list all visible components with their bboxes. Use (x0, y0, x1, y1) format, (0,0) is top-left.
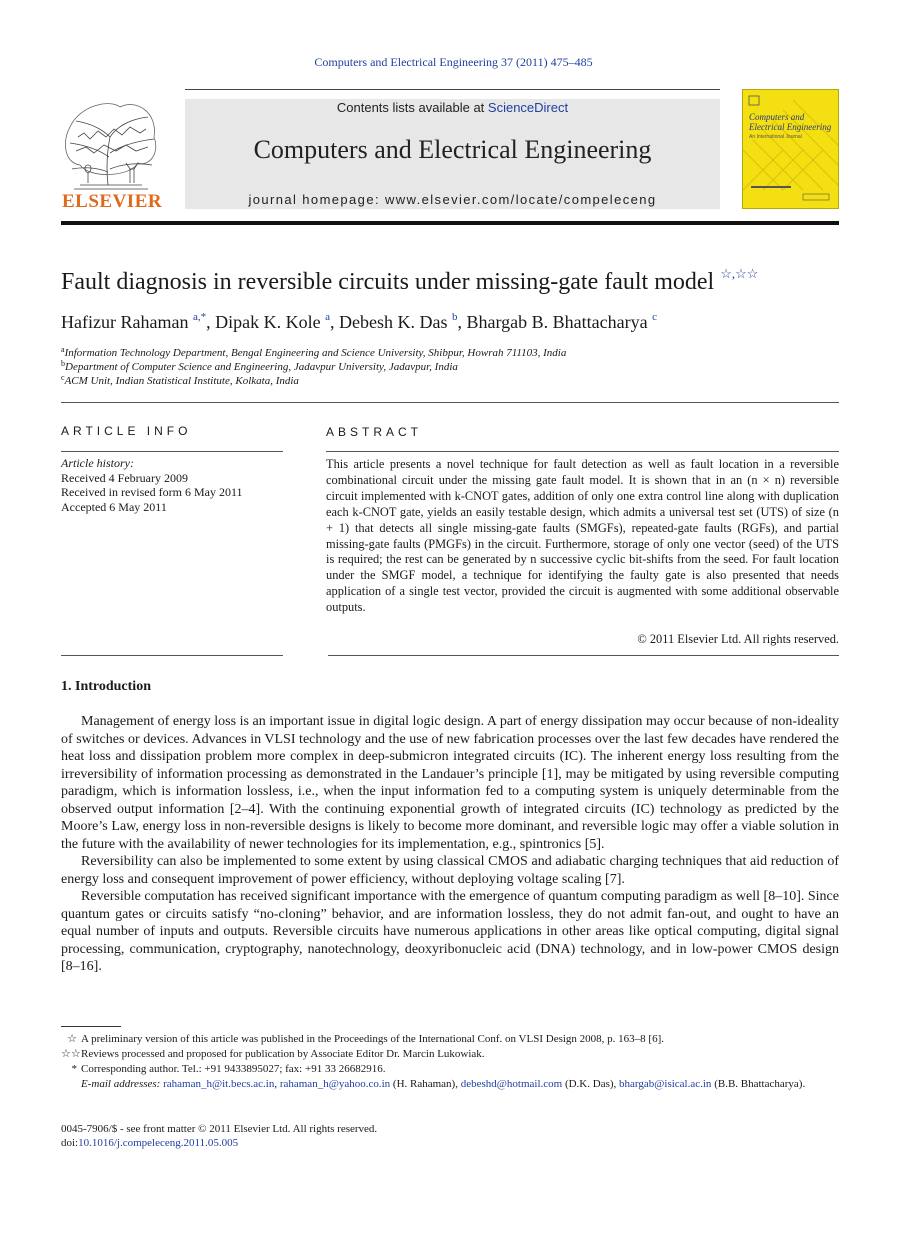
sciencedirect-link[interactable]: ScienceDirect (487, 100, 569, 115)
email-owner: (B.B. Bhattacharya). (714, 1078, 806, 1090)
header-thick-rule (61, 221, 839, 225)
section-divider (61, 402, 839, 403)
cover-pattern-icon (743, 90, 839, 209)
article-history (61, 456, 243, 514)
author-affil-mark[interactable]: a (325, 311, 330, 323)
contents-prefix: Contents lists available at (336, 100, 488, 115)
issn-line: 0045-7906/$ - see front matter © 2011 Elsevier Ltd. All rights reserved. (61, 1123, 378, 1135)
article-title (61, 266, 758, 296)
footnotes (61, 1032, 839, 1092)
email-link[interactable]: rahaman_h@yahoo.co.in (279, 1078, 391, 1090)
abstract-rule (328, 655, 839, 656)
author-name[interactable]: Dipak K. Kole (215, 312, 321, 332)
elsevier-wordmark: ELSEVIER (62, 191, 163, 212)
introduction-body (61, 713, 839, 976)
introduction-heading: 1. Introduction (61, 679, 151, 694)
affiliation (61, 345, 566, 359)
history-label: Article history: (61, 456, 134, 470)
abstract-text: This article presents a novel technique for fault detection as well as fault location in a reversible combinational circuit under the missing gate fault model. It is shown that in an (n × n) reversible circuit implemented with k-CNOT gates, addition of only one extra control line along with duplication each k-CNOT gate, yields an easily testable design, which admits a universal test set (UTS) of size (n + 1) that detects all single missing-gate faults (SMGFs), repeated-gate faults (RGFs), and partial missing-gate faults (PMGFs) in the circuit. Furthermore, storage of only one vector (seed) of the UTS is required; the rest can be generated by n successive cyclic bit-shifts from the seed. For fault location under the SMGF model, a technique for identifying the faulty gate is also presented that needs application of a single test vector, provided the circuit is augmented with some additional observable outputs. (326, 457, 839, 615)
author-affil-mark[interactable]: c (652, 311, 657, 323)
doi-link[interactable]: 10.1016/j.compeleceng.2011.05.005 (78, 1137, 239, 1149)
doi-line (61, 1136, 377, 1150)
article-info-rule (61, 655, 283, 656)
footnote-text: Corresponding author. Tel.: +91 9433895027; fax: +91 33 26682916. (81, 1063, 386, 1075)
article-info-rule (61, 451, 283, 452)
footnote-mark: ☆☆ (61, 1048, 81, 1060)
footnote-rule (61, 1026, 121, 1027)
abstract-rule (326, 451, 839, 452)
title-footnote-marks[interactable]: ☆,☆☆ (720, 266, 759, 281)
footnote-text: A preliminary version of this article was published in the Proceedings of the International Conf. on VLSI Design 2008, p. 163–8 [6]. (81, 1033, 664, 1045)
history-received: Received 4 February 2009 (61, 470, 188, 485)
author-list: Hafizur Rahaman $^{a,*}$, Dipak K. Kole $^a$, Debesh K. Das $^b$, Bhargab B. Bhattacharya $^c$ (61, 311, 657, 332)
bottom-metadata (61, 1122, 377, 1150)
history-revised: Received in revised form 6 May 2011 (61, 485, 243, 500)
article-title-text: Fault diagnosis in reversible circuits under missing-gate fault model (61, 269, 715, 295)
email-owner: (H. Rahaman), (392, 1078, 458, 1090)
affiliation-text: ACM Unit, Indian Statistical Institute, Kolkata, India (64, 375, 299, 387)
affiliation-text: Information Technology Department, Bengal Engineering and Science University, Shibpur, Howrah 711103, India (64, 347, 567, 359)
body-paragraph: Management of energy loss is an important issue in digital logic design. A part of energy dissipation may occur because of non-ideality of switches or devices. Advances in VLSI technology and the use of new fabrication processes over the last few decades have rendered the heat loss and dissipation problem more complex in deep-submicron integrated circuits (IC). The inherent energy loss resulting from the irreversibility of information processing as demonstrated in the Landauer’s principle [1], may be mitigated by using reversible computing paradigm, which is information lossless, i.e., when the input information fed to a computing system is uniquely determinable from the observed output information [2–4]. With the continuing exponential growth of integrated circuits (IC) technology as predicted by the Moore’s Law, energy loss in non-reversible designs is likely to become more dominant, and reversible logic may offer a viable solution in the future with the availability of newer technologies for its implementation, e.g., spintronics [5]. (61, 714, 839, 852)
footnote (61, 1047, 839, 1062)
abstract-copyright: © 2011 Elsevier Ltd. All rights reserved. (637, 632, 839, 646)
footnote (61, 1062, 839, 1077)
affiliation (61, 373, 299, 387)
author-name[interactable]: Debesh K. Das (338, 312, 448, 332)
journal-name: Computers and Electrical Engineering (253, 135, 652, 164)
doi-label: doi: (61, 1137, 79, 1149)
abstract-heading: ABSTRACT (326, 425, 423, 439)
journal-citation[interactable]: Computers and Electrical Engineering 37 (2011) 475–485 (314, 55, 593, 69)
author-affil-mark[interactable]: b (451, 311, 458, 323)
article-info-heading: ARTICLE INFO (61, 424, 192, 438)
email-label: E-mail addresses: (81, 1078, 161, 1090)
email-link[interactable]: debeshd@hotmail.com (460, 1078, 563, 1090)
email-owner: (D.K. Das), (564, 1078, 617, 1090)
footnote-mark: * (71, 1063, 77, 1075)
body-paragraph: Reversibility can also be implemented to some extent by using classical CMOS and adiabatic charging techniques that aid reduction of energy loss and consequent improvement of power efficiency, without deploying voltage scaling [7]. (61, 854, 839, 887)
footnote-text: Reviews processed and proposed for publication by Associate Editor Dr. Marcin Lukowiak. (81, 1048, 485, 1060)
header-rule (185, 89, 720, 90)
affiliation (61, 359, 458, 373)
footnote-mark: ☆ (67, 1033, 77, 1045)
affiliation-mark: b (61, 359, 65, 368)
footnote (61, 1032, 839, 1047)
journal-cover-thumbnail[interactable] (742, 89, 839, 209)
cover-title: Computers and Electrical Engineering (749, 112, 832, 132)
affiliation-text: Department of Computer Science and Engineering, Jadavpur University, Jadavpur, India (65, 361, 458, 373)
cover-subtitle: An International Journal (749, 134, 802, 140)
author-affil-mark[interactable]: a,* (192, 311, 207, 323)
email-link[interactable]: bhargab@isical.ac.in (619, 1078, 712, 1090)
affiliation-mark: c (61, 373, 65, 382)
contents-available-line (185, 100, 720, 115)
author-name[interactable]: Bhargab B. Bhattacharya (466, 312, 648, 332)
email-addresses: E-mail addresses: rahaman_h@it.becs.ac.in, rahaman_h@yahoo.co.in (H. Rahaman), debeshd@hotmail.com (D.K. Das), bhargab@isical.ac.in (B.B. Bhattacharya). (81, 1078, 806, 1090)
journal-homepage[interactable]: journal homepage: www.elsevier.com/locate/compeleceng (248, 192, 657, 207)
history-accepted: Accepted 6 May 2011 (61, 499, 167, 514)
email-link[interactable]: rahaman_h@it.becs.ac.in (163, 1078, 275, 1090)
body-paragraph: Reversible computation has received significant importance with the emergence of quantum computing paradigm as well [8–10]. Since quantum gates or circuits satisfy “no-cloning” behavior, and are information lossless, they do not admit fan-out, and ought to have an equal number of inputs and outputs. Reversible circuits have numerous applications in other areas like optical computing, digital signal processing, communication, cryptography, nanotechnology, deoxyribonucleic acid (DNA) technology, and in low-power CMOS design [8–16]. (61, 889, 839, 974)
affiliation-mark: a (61, 345, 65, 354)
author-name[interactable]: Hafizur Rahaman (61, 312, 189, 332)
